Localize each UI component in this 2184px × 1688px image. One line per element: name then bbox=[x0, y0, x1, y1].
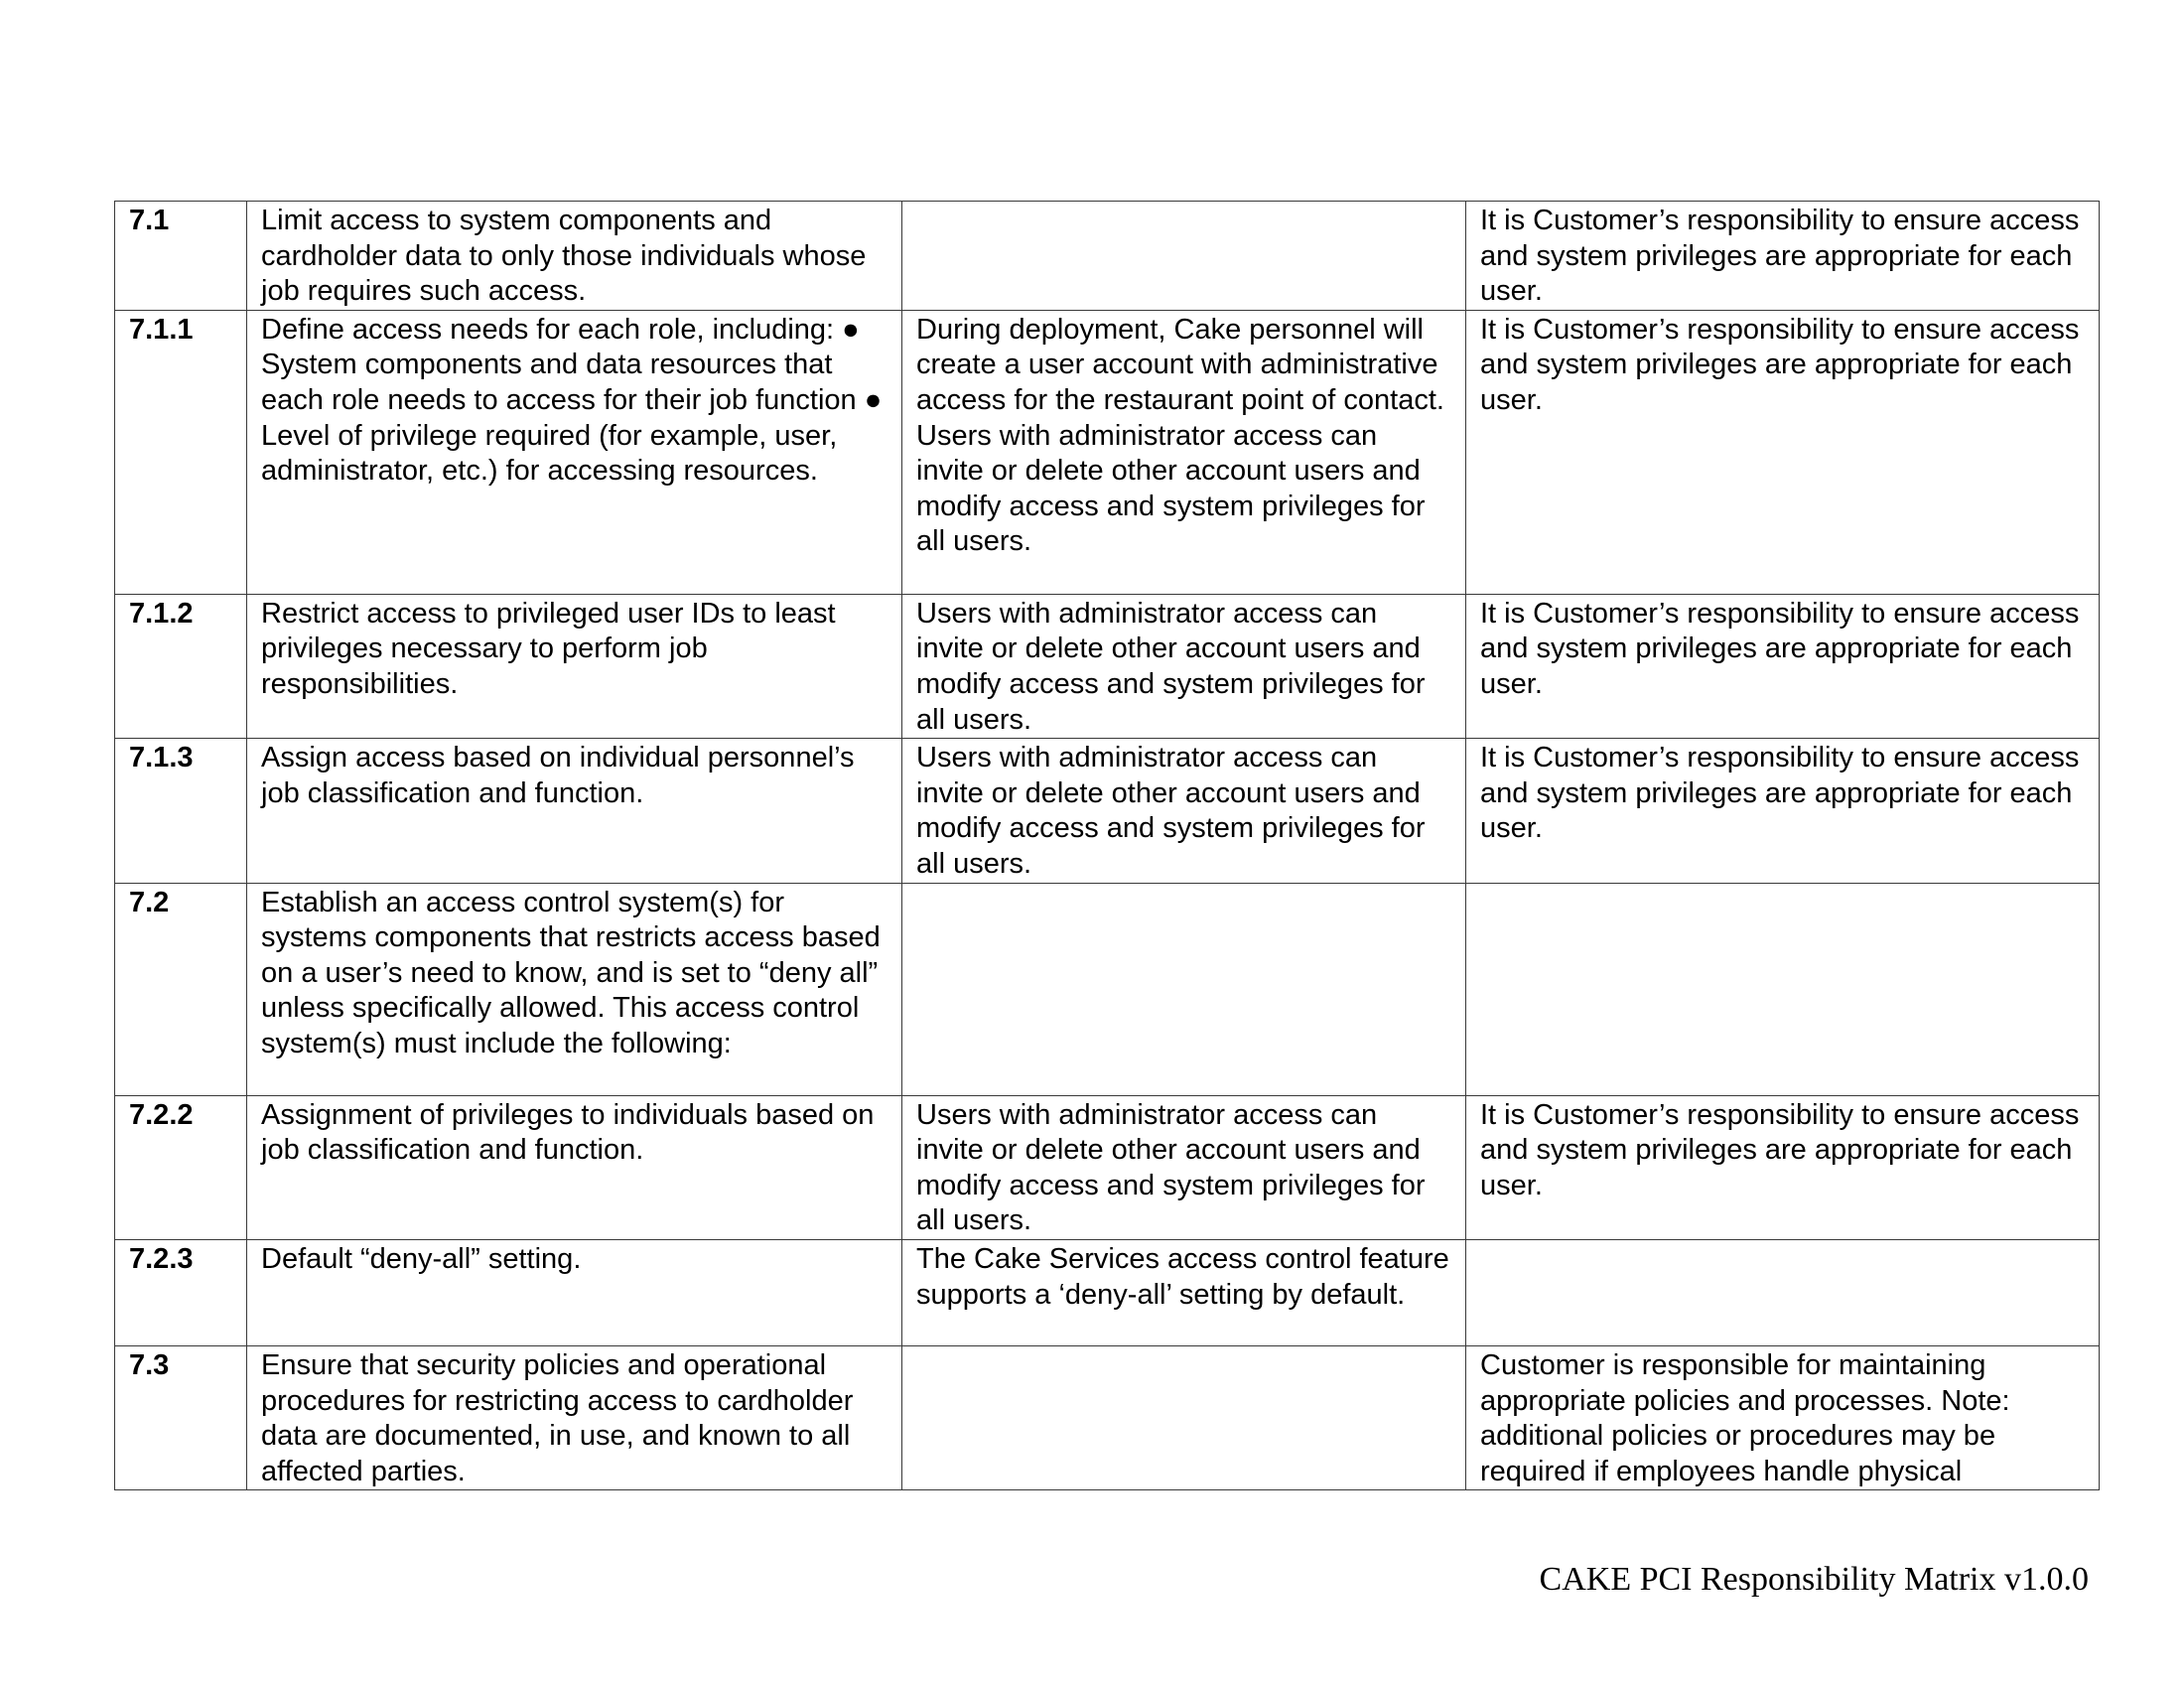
requirement-text: Assign access based on individual personnel’s job classification and function. bbox=[247, 739, 902, 883]
responsibility-matrix-table bbox=[114, 201, 2100, 1490]
requirement-id: 7.2.3 bbox=[115, 1239, 247, 1345]
customer-responsibility: It is Customer’s responsibility to ensure access and system privileges are appropriate for each user. bbox=[1466, 1095, 2100, 1239]
cake-responsibility: During deployment, Cake personnel will create a user account with administrative access for the restaurant point of contact. Users with administrator access can invite or delete other account users and modify access and system privileges for all users. bbox=[902, 310, 1466, 594]
requirement-text: Define access needs for each role, including: ● System components and data resources that each role needs to access for their job function ● Level of privilege required (for example, user, administrator, etc.) for accessing resources. bbox=[247, 310, 902, 594]
table-row bbox=[115, 1345, 2100, 1489]
requirement-text: Ensure that security policies and operational procedures for restricting access to cardholder data are documented, in use, and known to all affected parties. bbox=[247, 1345, 902, 1489]
table-row bbox=[115, 202, 2100, 311]
customer-responsibility: Customer is responsible for maintaining appropriate policies and processes. Note: additional policies or procedures may be required if employees handle physical bbox=[1466, 1345, 2100, 1489]
cake-responsibility bbox=[902, 883, 1466, 1095]
customer-responsibility: It is Customer’s responsibility to ensure access and system privileges are appropriate for each user. bbox=[1466, 594, 2100, 738]
cake-responsibility: Users with administrator access can invite or delete other account users and modify access and system privileges for all users. bbox=[902, 594, 1466, 738]
requirement-text: Limit access to system components and cardholder data to only those individuals whose job requires such access. bbox=[247, 202, 902, 311]
table-row bbox=[115, 1239, 2100, 1345]
requirement-text: Default “deny-all” setting. bbox=[247, 1239, 902, 1345]
table-row bbox=[115, 883, 2100, 1095]
cake-responsibility: Users with administrator access can invite or delete other account users and modify access and system privileges for all users. bbox=[902, 739, 1466, 883]
document-footer: CAKE PCI Responsibility Matrix v1.0.0 bbox=[1539, 1561, 2089, 1598]
table-row bbox=[115, 1095, 2100, 1239]
requirement-id: 7.2.2 bbox=[115, 1095, 247, 1239]
table-row bbox=[115, 594, 2100, 738]
table-row bbox=[115, 310, 2100, 594]
requirement-id: 7.1.1 bbox=[115, 310, 247, 594]
customer-responsibility: It is Customer’s responsibility to ensure access and system privileges are appropriate for each user. bbox=[1466, 202, 2100, 311]
customer-responsibility bbox=[1466, 1239, 2100, 1345]
customer-responsibility: It is Customer’s responsibility to ensure access and system privileges are appropriate for each user. bbox=[1466, 739, 2100, 883]
requirement-text: Establish an access control system(s) for systems components that restricts access based on a user’s need to know, and is set to “deny all” unless specifically allowed. This access control system(s) must include the following: bbox=[247, 883, 902, 1095]
customer-responsibility bbox=[1466, 883, 2100, 1095]
requirement-id: 7.1.2 bbox=[115, 594, 247, 738]
customer-responsibility: It is Customer’s responsibility to ensure access and system privileges are appropriate for each user. bbox=[1466, 310, 2100, 594]
requirement-id: 7.1 bbox=[115, 202, 247, 311]
cake-responsibility: Users with administrator access can invite or delete other account users and modify access and system privileges for all users. bbox=[902, 1095, 1466, 1239]
cake-responsibility bbox=[902, 202, 1466, 311]
requirement-id: 7.1.3 bbox=[115, 739, 247, 883]
requirement-id: 7.3 bbox=[115, 1345, 247, 1489]
requirement-text: Assignment of privileges to individuals based on job classification and function. bbox=[247, 1095, 902, 1239]
cake-responsibility bbox=[902, 1345, 1466, 1489]
table-row bbox=[115, 739, 2100, 883]
requirement-id: 7.2 bbox=[115, 883, 247, 1095]
requirement-text: Restrict access to privileged user IDs to least privileges necessary to perform job responsibilities. bbox=[247, 594, 902, 738]
cake-responsibility: The Cake Services access control feature supports a ‘deny-all’ setting by default. bbox=[902, 1239, 1466, 1345]
